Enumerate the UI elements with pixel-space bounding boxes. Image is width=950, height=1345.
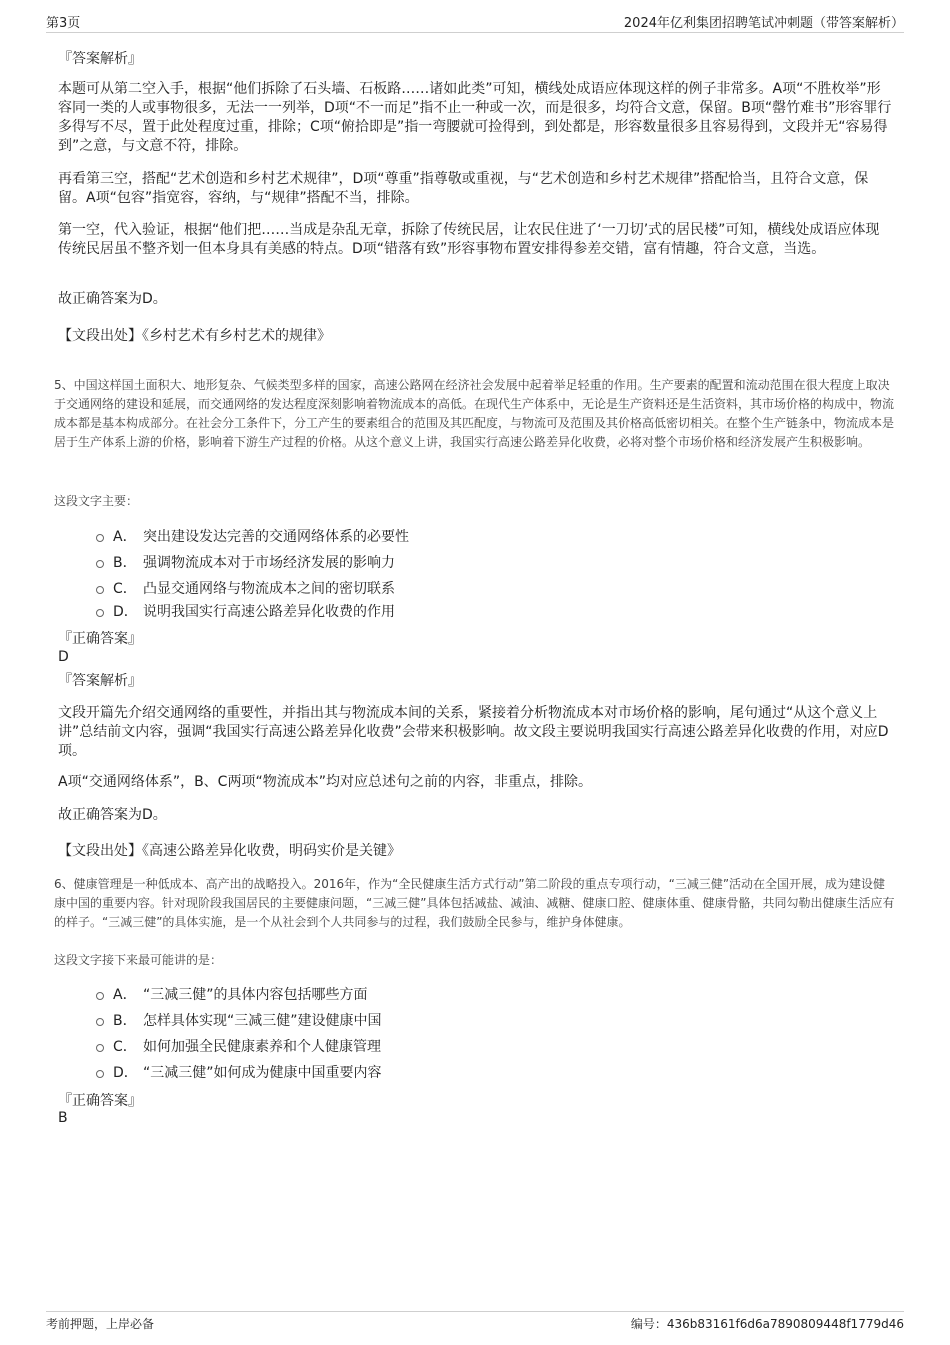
radio-icon[interactable] — [96, 560, 104, 568]
q4-analysis-label: 『答案解析』 — [58, 51, 142, 67]
radio-icon[interactable] — [96, 992, 104, 1000]
q6-option-c[interactable]: C． 如何加强全民健康素养和个人健康管理 — [96, 1036, 381, 1056]
q4-analysis-paragraph: 本题可从第二空入手，根据“他们拆除了石头墙、石板路……诸如此类”可知，横线处成语应体现这样的例子非常多。A项“不胜枚举”形容同一类的人或事物很多，无法一一列举，D项“不一而足”指不止一种或一次，而是很多，均符合文意，保留。B项“罄竹难书”形容罪行多得写不尽，置于此处程度过重，排除；C项“俯拾即是”指一弯腰就可捡得到，到处都是，形容数量很多且容易得到，文段并无“容易得到”之意，与文意不符，排除。 — [58, 81, 892, 154]
q6-option-d[interactable]: D． “三减三健”如何成为健康中国重要内容 — [96, 1062, 382, 1082]
radio-icon[interactable] — [96, 609, 104, 617]
q5-conclusion: 故正确答案为D。 — [58, 807, 167, 823]
page-header — [46, 12, 904, 33]
radio-icon[interactable] — [96, 534, 104, 542]
q5-analysis-paragraph: A项“交通网络体系”，B、C两项“物流成本”均对应总述句之前的内容，非重点，排除。 — [58, 774, 592, 790]
radio-icon[interactable] — [96, 1070, 104, 1078]
radio-icon[interactable] — [96, 1044, 104, 1052]
q5-question-text: 5、中国这样国土面积大、地形复杂、气候类型多样的国家，高速公路网在经济社会发展中起着举足轻重的作用。生产要素的配置和流动范围在很大程度上取决于交通网络的建设和延展，而交通网络的发达程度深刻影响着物流成本的高低。在现代生产体系中，无论是生产资料还是生活资料，其市场价格的构成中，物流成本都是基本构成部分。在社会分工条件下，分工产生的要素组合的范围及其匹配度，与物流可及范围及其价格高低密切相关。在整个生产链条中，物流成本是居于生产体系上游的价格，影响着下游生产过程的价格。从这个意义上讲，我国实行高速公路差异化收费，必将对整个市场价格和经济发展产生积极影响。 — [54, 378, 895, 449]
q6-answer-label: 『正确答案』 — [58, 1093, 142, 1109]
q5-prompt: 这段文字主要： — [54, 494, 139, 508]
q4-analysis-paragraph: 第一空，代入验证，根据“他们把……当成是杂乱无章，拆除了传统民居，让农民住进了‘一刀切’式的居民楼”可知，横线处成语应体现传统民居虽不整齐划一但本身具有美感的特点。D项“错落有致”形容事物布置安排得参差交错，富有情趣，符合文意，当选。 — [58, 222, 880, 257]
q5-analysis-paragraph: 文段开篇先介绍交通网络的重要性，并指出其与物流成本间的关系，紧接着分析物流成本对市场价格的影响，尾句通过“从这个意义上讲”总结前文内容，强调“我国实行高速公路差异化收费”会带来积极影响。故文段主要说明我国实行高速公路差异化收费的作用，对应D项。 — [58, 705, 889, 759]
q5-option-d[interactable]: D． 说明我国实行高速公路差异化收费的作用 — [96, 601, 395, 621]
q6-prompt: 这段文字接下来最可能讲的是： — [54, 953, 223, 967]
q5-answer: D — [58, 649, 69, 665]
q6-question-text: 6、健康管理是一种低成本、高产出的战略投入。2016年，作为“全民健康生活方式行动”第二阶段的重点专项行动，“三减三健”活动在全国开展，成为建设健康中国的重要内容。针对现阶段我国居民的主要健康问题，“三减三健”具体包括减盐、减油、减糖、健康口腔、健康体重、健康骨骼，共同勾勒出健康生活应有的样子。“三减三健”的具体实施，是一个从社会到个人共同参与的过程，我们鼓励全民参与，维护身体健康。 — [54, 877, 895, 929]
page-footer — [46, 1311, 904, 1334]
q5-source: 【文段出处】《高速公路差异化收费，明码实价是关键》 — [58, 843, 401, 859]
q5-analysis-label: 『答案解析』 — [58, 673, 142, 689]
radio-icon[interactable] — [96, 586, 104, 594]
q6-option-a[interactable]: A． “三减三健”的具体内容包括哪些方面 — [96, 984, 368, 1004]
q4-source: 【文段出处】《乡村艺术有乡村艺术的规律》 — [58, 328, 331, 344]
document-id: 编号：436b83161f6d6a7890809448f1779d46 — [630, 1317, 904, 1331]
q5-answer-label: 『正确答案』 — [58, 631, 142, 647]
page-number: 第3页 — [46, 16, 81, 31]
q5-option-b[interactable]: B． 强调物流成本对于市场经济发展的影响力 — [96, 552, 395, 572]
radio-icon[interactable] — [96, 1018, 104, 1026]
q4-analysis-paragraph: 再看第三空，搭配“艺术创造和乡村艺术规律”，D项“尊重”指尊敬或重视，与“艺术创造和乡村艺术规律”搭配恰当，且符合文意，保留。A项“包容”指宽容，容纳，与“规律”搭配不当，排除。 — [58, 171, 869, 206]
document-title: 2024年亿利集团招聘笔试冲刺题（带答案解析） — [623, 16, 904, 31]
q4-conclusion: 故正确答案为D。 — [58, 291, 167, 307]
q5-option-c[interactable]: C． 凸显交通网络与物流成本之间的密切联系 — [96, 578, 395, 598]
q5-option-a[interactable]: A． 突出建设发达完善的交通网络体系的必要性 — [96, 526, 409, 546]
q6-answer: B — [58, 1110, 68, 1126]
footer-slogan: 考前押题，上岸必备 — [46, 1317, 155, 1331]
q6-option-b[interactable]: B． 怎样具体实现“三减三健”建设健康中国 — [96, 1010, 382, 1030]
